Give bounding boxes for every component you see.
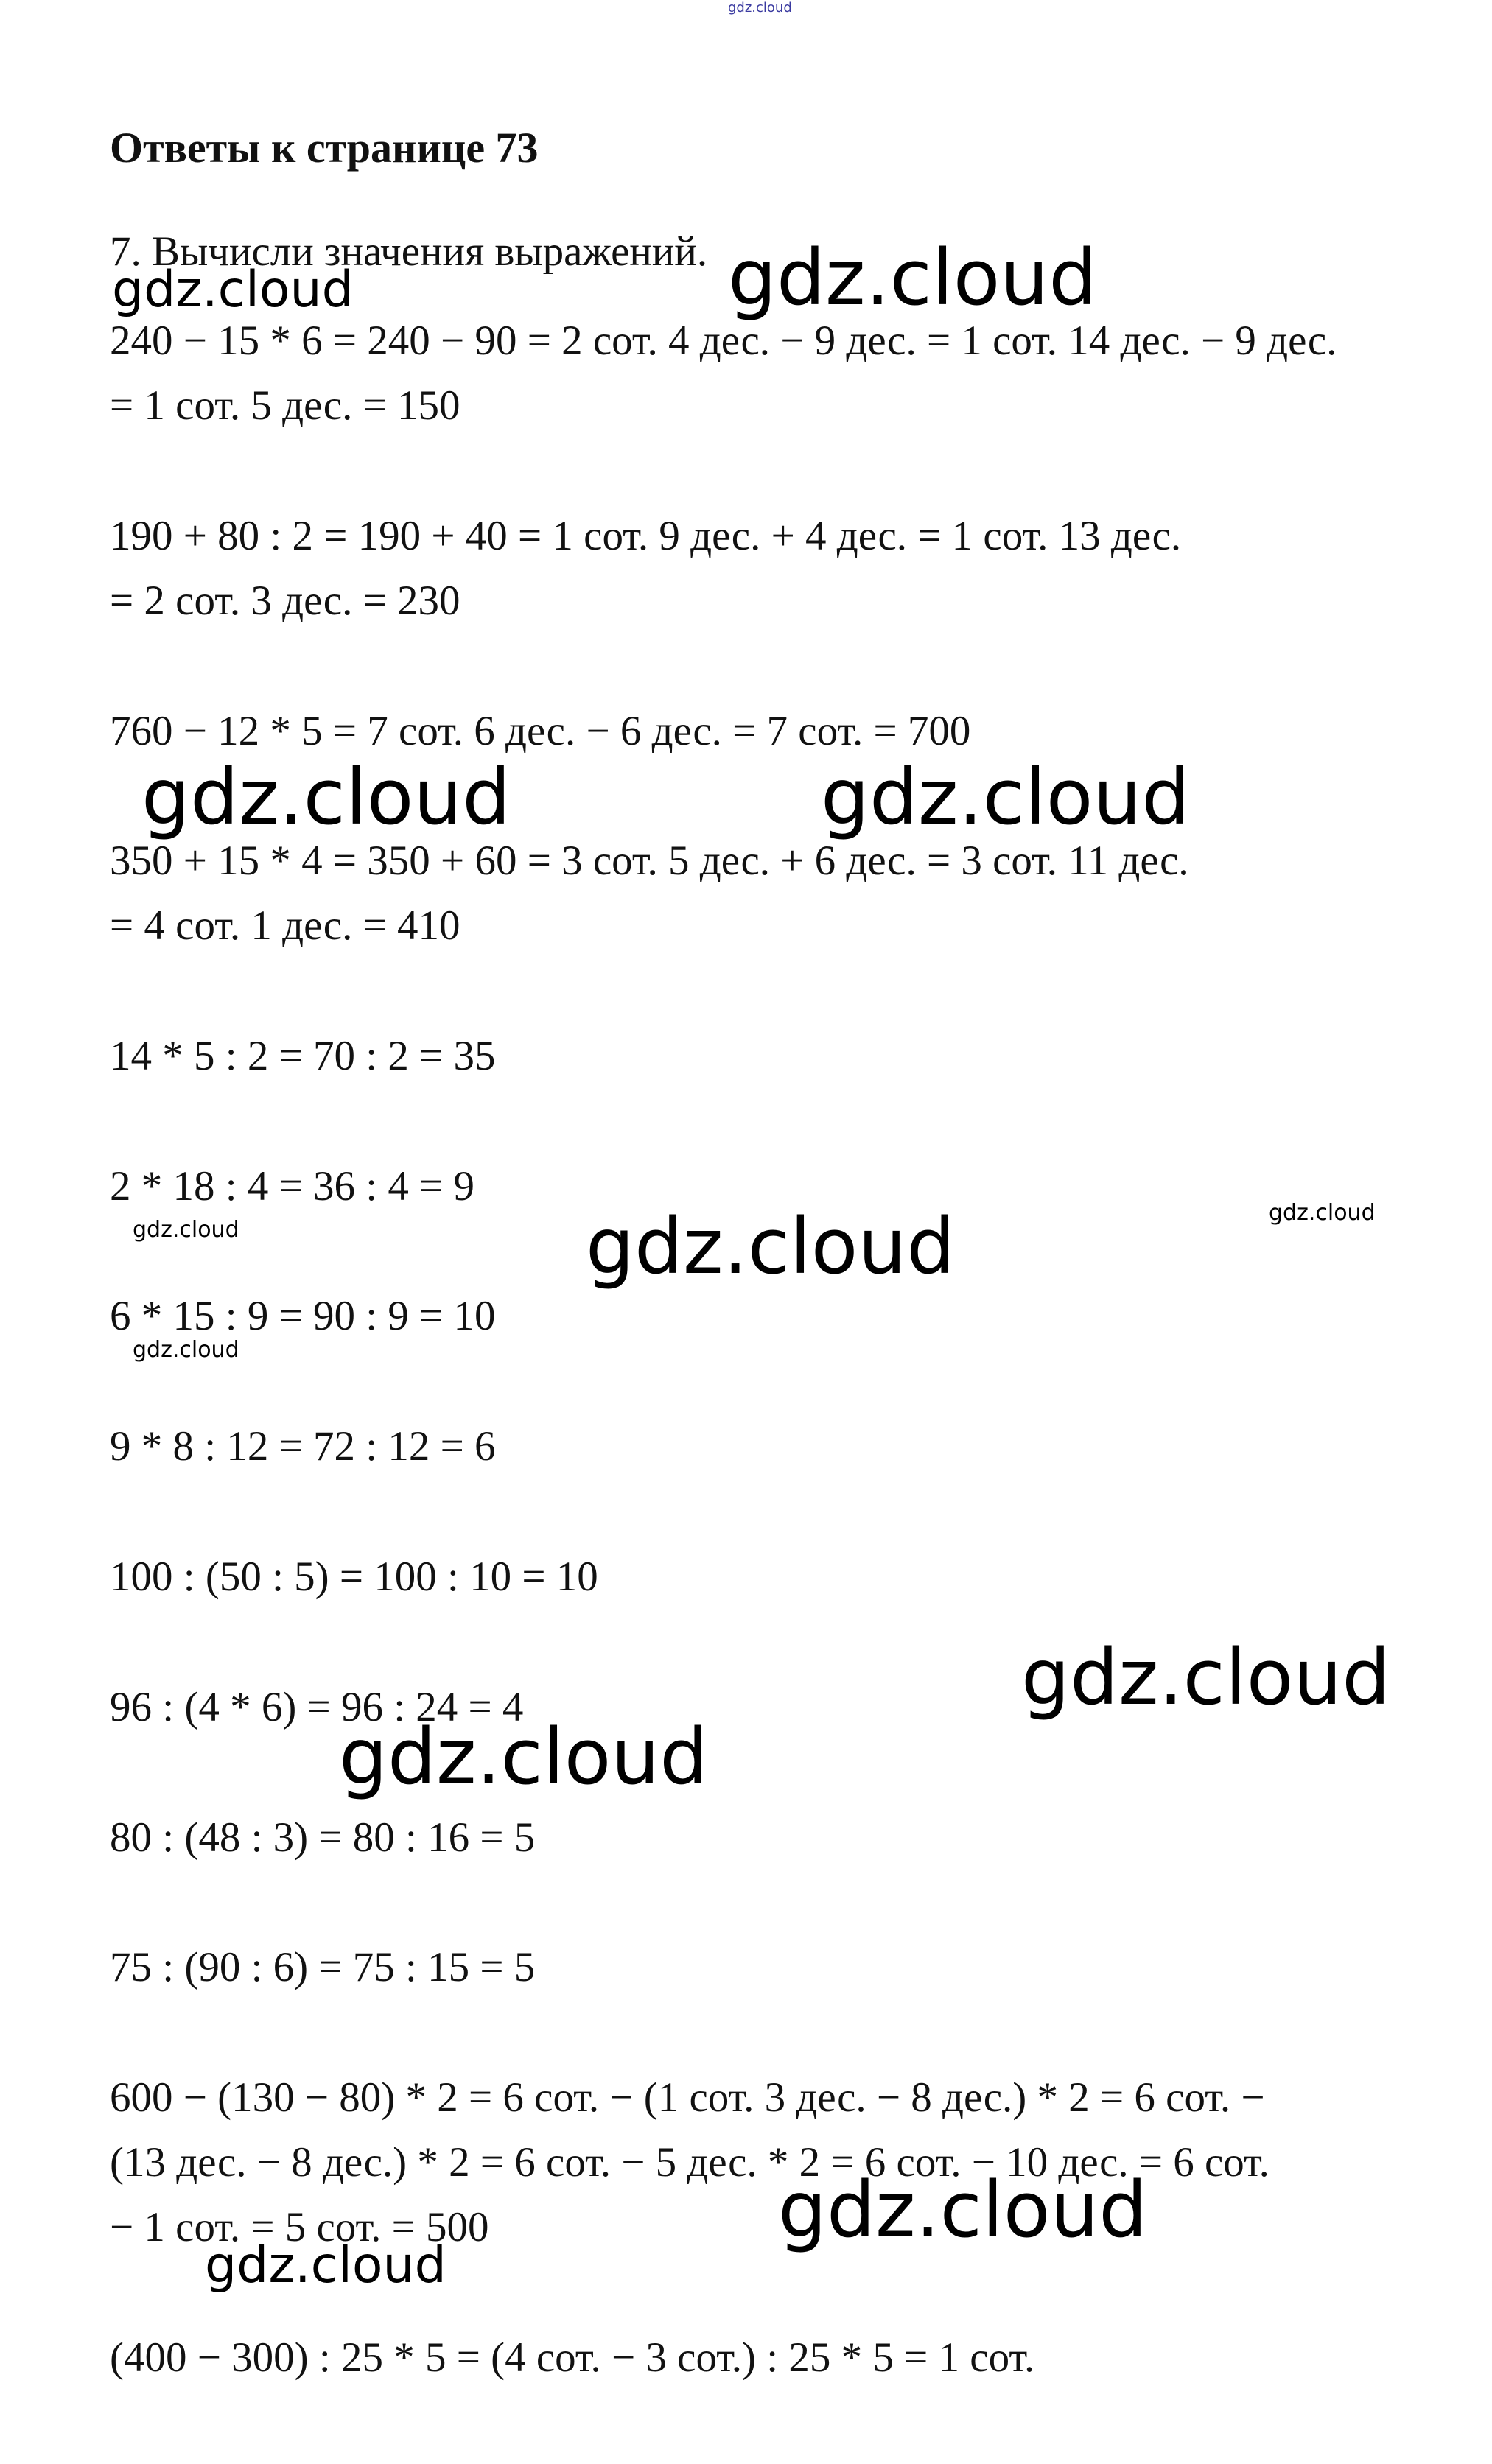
watermark: gdz.cloud — [728, 233, 1098, 323]
answer-line: 80 : (48 : 3) = 80 : 16 = 5 — [110, 1814, 536, 1861]
watermark: gdz.cloud — [1021, 1632, 1391, 1722]
answer-line: 100 : (50 : 5) = 100 : 10 = 10 — [110, 1554, 598, 1600]
watermark: gdz.cloud — [586, 1201, 956, 1291]
watermark: gdz.cloud — [1269, 1200, 1376, 1226]
answer-line: 350 + 15 * 4 = 350 + 60 = 3 сот. 5 дес. + 6 дес. = 3 сот. 11 дес. — [110, 838, 1189, 884]
answer-line: 760 − 12 * 5 = 7 сот. 6 дес. − 6 дес. = 7 сот. = 700 — [110, 708, 971, 754]
answer-line: = 1 сот. 5 дес. = 150 — [110, 382, 460, 429]
task-heading: 7. Вычисли значения выражений. — [110, 228, 708, 275]
answer-line: 2 * 18 : 4 = 36 : 4 = 9 — [110, 1163, 474, 1210]
answer-line: 600 − (130 − 80) * 2 = 6 сот. − (1 сот. 3 дес. − 8 дес.) * 2 = 6 сот. − — [110, 2074, 1265, 2121]
answer-line: 96 : (4 * 6) = 96 : 24 = 4 — [110, 1684, 524, 1730]
watermark: gdz.cloud — [141, 752, 511, 842]
answer-line: 75 : (90 : 6) = 75 : 15 = 5 — [110, 1944, 536, 1990]
answer-line: = 4 сот. 1 дес. = 410 — [110, 902, 460, 949]
answer-line: = 2 сот. 3 дес. = 230 — [110, 578, 460, 624]
watermark: gdz.cloud — [133, 1217, 239, 1243]
answer-line: (13 дес. − 8 дес.) * 2 = 6 сот. − 5 дес. * 2 = 6 сот. − 10 дес. = 6 сот. — [110, 2139, 1269, 2186]
answer-line: 240 − 15 * 6 = 240 − 90 = 2 сот. 4 дес. − 9 дес. = 1 сот. 14 дес. − 9 дес. — [110, 317, 1337, 364]
watermark: gdz.cloud — [205, 2236, 446, 2295]
answer-line: 14 * 5 : 2 = 70 : 2 = 35 — [110, 1033, 496, 1079]
watermark: gdz.cloud — [133, 1337, 239, 1363]
answer-line: 9 * 8 : 12 = 72 : 12 = 6 — [110, 1423, 496, 1470]
answer-line: 190 + 80 : 2 = 190 + 40 = 1 сот. 9 дес. + 4 дес. = 1 сот. 13 дес. — [110, 513, 1182, 559]
answer-line: 6 * 15 : 9 = 90 : 9 = 10 — [110, 1293, 496, 1339]
watermark: gdz.cloud — [778, 2165, 1148, 2255]
answer-line: − 1 сот. = 5 сот. = 500 — [110, 2204, 489, 2250]
watermark: gdz.cloud — [339, 1712, 709, 1802]
watermark: gdz.cloud — [821, 752, 1191, 842]
page-title: Ответы к странице 73 — [110, 124, 539, 172]
answer-line: (400 − 300) : 25 * 5 = (4 сот. − 3 сот.) : 25 * 5 = 1 сот. — [110, 2334, 1035, 2381]
watermark-top: gdz.cloud — [728, 0, 792, 15]
watermark: gdz.cloud — [112, 261, 354, 319]
